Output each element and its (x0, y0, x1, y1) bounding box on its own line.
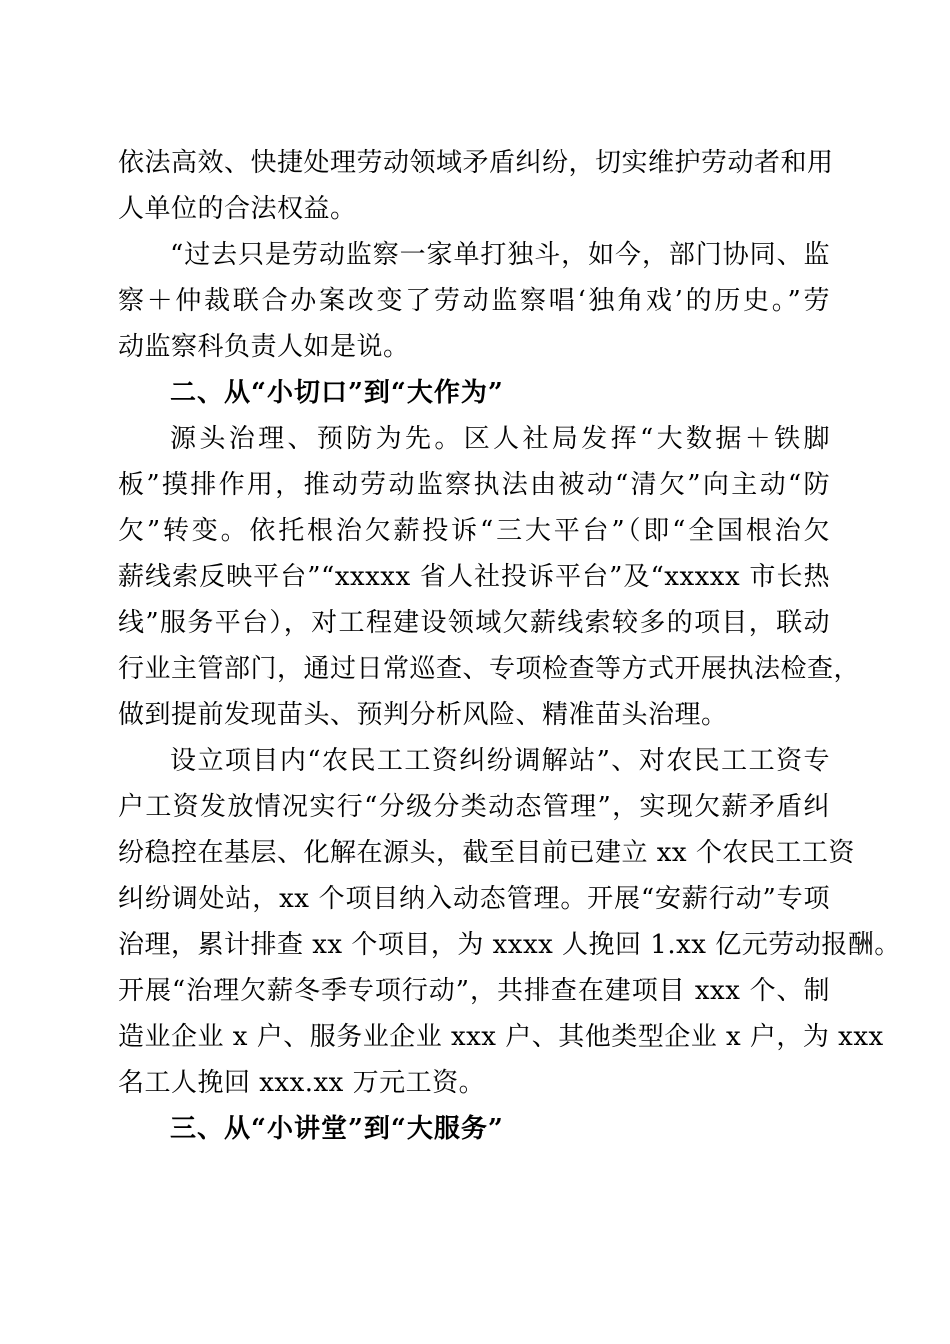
paragraph-line: “过去只是劳动监察一家单打独斗，如今，部门协同、监 (170, 240, 830, 270)
section-heading: 二、从“小切口”到“大作为” (170, 378, 504, 408)
paragraph-line: 名工人挽回 xxx.xx 万元工资。 (118, 1068, 486, 1098)
paragraph-line: 治理，累计排查 xx 个项目，为 xxxx 人挽回 1.xx 亿元劳动报酬。 (118, 930, 901, 960)
paragraph-line: 欠”转变。依托根治欠薪投诉“三大平台”（即“全国根治欠 (118, 516, 830, 546)
paragraph-line: 纷稳控在基层、化解在源头，截至目前已建立 xx 个农民工工资 (118, 838, 855, 868)
paragraph-line: 线”服务平台），对工程建设领域欠薪线索较多的项目，联动 (118, 608, 830, 638)
paragraph-line: 造业企业 x 户、服务业企业 xxx 户、其他类型企业 x 户，为 xxx (118, 1022, 884, 1052)
paragraph-line: 察＋仲裁联合办案改变了劳动监察唱‘独角戏’的历史。”劳 (118, 286, 830, 316)
paragraph-line: 人单位的合法权益。 (118, 194, 357, 224)
paragraph-line: 设立项目内“农民工工资纠纷调解站”、对农民工工资专 (170, 746, 830, 776)
paragraph-line: 做到提前发现苗头、预判分析风险、精准苗头治理。 (118, 700, 728, 730)
paragraph-line: 动监察科负责人如是说。 (118, 332, 410, 362)
paragraph-line: 板”摸排作用，推动劳动监察执法由被动“清欠”向主动“防 (118, 470, 830, 500)
paragraph-line: 依法高效、快捷处理劳动领域矛盾纠纷，切实维护劳动者和用 (118, 148, 834, 178)
paragraph-line: 开展“治理欠薪冬季专项行动”，共排查在建项目 xxx 个、制 (118, 976, 830, 1006)
paragraph-line: 行业主管部门，通过日常巡查、专项检查等方式开展执法检查， (118, 654, 861, 684)
paragraph-line: 源头治理、预防为先。区人社局发挥“大数据＋铁脚 (170, 424, 830, 454)
paragraph-line: 户工资发放情况实行“分级分类动态管理”，实现欠薪矛盾纠 (118, 792, 830, 822)
paragraph-line: 纠纷调处站，xx 个项目纳入动态管理。开展“安薪行动”专项 (118, 884, 830, 914)
section-heading: 三、从“小讲堂”到“大服务” (170, 1114, 504, 1144)
paragraph-line: 薪线索反映平台”“xxxxx 省人社投诉平台”及“xxxxx 市长热 (118, 562, 830, 592)
